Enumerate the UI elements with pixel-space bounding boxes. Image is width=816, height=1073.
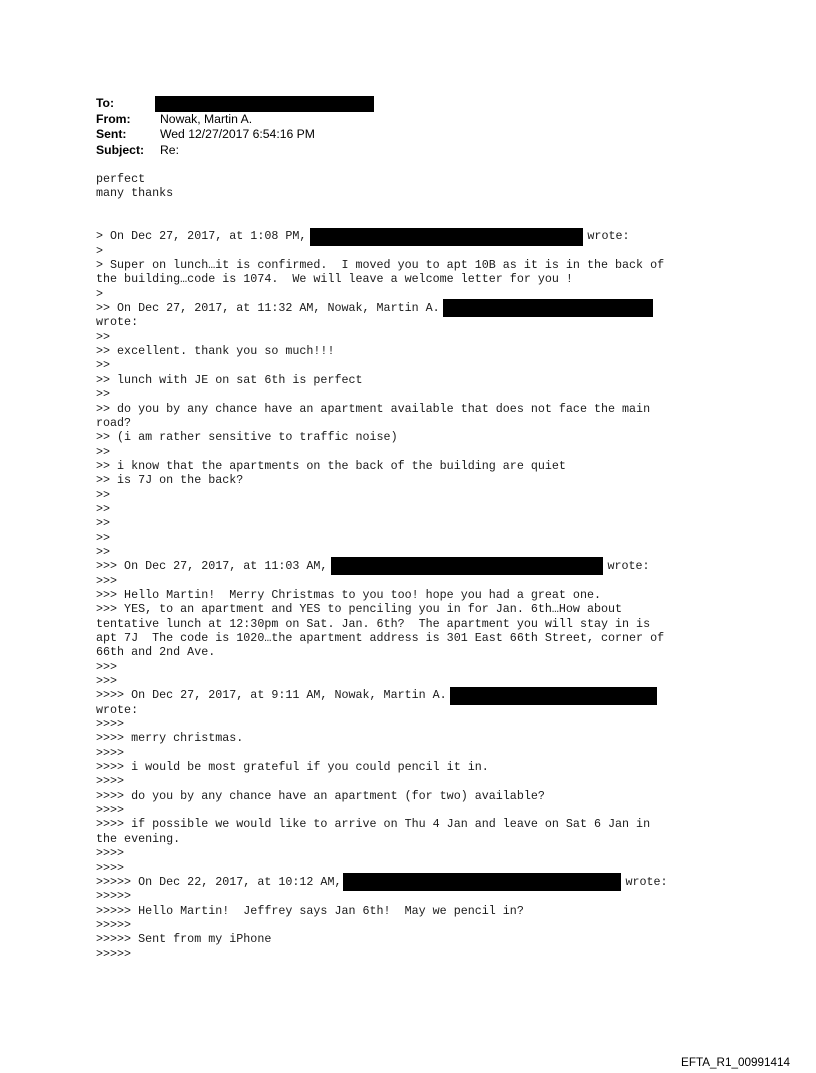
- body-line-text: >> is 7J on the back?: [96, 473, 244, 488]
- redaction-bar: [343, 873, 621, 891]
- body-line-text: >>: [96, 530, 111, 545]
- body-line: [96, 717, 668, 731]
- body-line: [96, 201, 668, 215]
- body-line-text: >>>: [96, 573, 118, 588]
- body-line: [96, 315, 668, 329]
- body-line: [96, 774, 668, 788]
- body-line-text: >>>>: [96, 717, 125, 732]
- from-value: Nowak, Martin A.: [160, 111, 253, 126]
- body-line: [96, 789, 668, 803]
- body-line: [96, 244, 668, 258]
- body-line-text: the evening.: [96, 831, 181, 846]
- body-line: [96, 272, 668, 286]
- body-line-text: tentative lunch at 12:30pm on Sat. Jan. 6th? The apartment you will stay in is: [96, 616, 651, 631]
- body-line-text: >>>> i would be most grateful if you could pencil it in.: [96, 760, 489, 775]
- body-line: [96, 932, 668, 946]
- body-line-trailing-text: wrote:: [625, 874, 668, 889]
- body-line-text: >>: [96, 516, 111, 531]
- body-line: [96, 416, 668, 430]
- body-line: [96, 402, 668, 416]
- body-line: [96, 817, 668, 831]
- body-line-text: >>>: [96, 674, 118, 689]
- body-line: [96, 516, 668, 530]
- body-line: [96, 531, 668, 545]
- body-line: [96, 330, 668, 344]
- from-row: [96, 112, 374, 128]
- subject-label: Subject:: [96, 142, 145, 157]
- body-line-text: 66th and 2nd Ave.: [96, 645, 216, 660]
- document-id: EFTA_R1_00991414: [681, 1056, 790, 1069]
- body-line: [96, 574, 668, 588]
- body-line-text: many thanks: [96, 186, 174, 201]
- body-line-text: wrote:: [96, 315, 139, 330]
- email-body: [96, 172, 668, 961]
- redaction-bar: [331, 557, 603, 575]
- body-line-text: >>>>: [96, 860, 125, 875]
- body-line-text: >>> YES, to an apartment and YES to penciling you in for Jan. 6th…How about: [96, 602, 623, 617]
- body-line: [96, 617, 668, 631]
- body-line-text: >>>>: [96, 846, 125, 861]
- body-line-text: > On Dec 27, 2017, at 1:08 PM,: [96, 229, 307, 244]
- body-line-text: >>: [96, 487, 111, 502]
- body-line-text: perfect: [96, 172, 146, 186]
- body-line-text: >> excellent. thank you so much!!!: [96, 344, 335, 359]
- redaction-bar: [443, 299, 653, 317]
- body-line-text: >>>>: [96, 774, 125, 789]
- body-line-text: >>>>: [96, 803, 125, 818]
- body-line: [96, 846, 668, 860]
- body-line-text: >>>> merry christmas.: [96, 731, 244, 746]
- body-line-text: >: [96, 243, 104, 258]
- body-line-text: >>>> On Dec 27, 2017, at 9:11 AM, Nowak, Martin A.: [96, 688, 447, 703]
- body-line: [96, 832, 668, 846]
- body-line-text: >: [96, 286, 104, 301]
- to-redaction: [155, 96, 374, 112]
- body-line: [96, 875, 668, 889]
- subject-row: [96, 143, 374, 159]
- body-line: [96, 387, 668, 401]
- body-line-text: >> On Dec 27, 2017, at 11:32 AM, Nowak, Martin A.: [96, 301, 440, 316]
- body-line-text: > Super on lunch…it is confirmed. I moved you to apt 10B as it is in the back of: [96, 258, 665, 273]
- body-line-text: >>>>>: [96, 917, 132, 932]
- body-line: [96, 344, 668, 358]
- body-line: [96, 746, 668, 760]
- body-line-text: >>> On Dec 27, 2017, at 11:03 AM,: [96, 559, 328, 574]
- body-line-text: wrote:: [96, 702, 139, 717]
- body-line-text: >> lunch with JE on sat 6th is perfect: [96, 372, 363, 387]
- redaction-bar: [310, 228, 583, 246]
- to-row: [96, 96, 374, 112]
- body-line: [96, 947, 668, 961]
- body-line-text: >> i know that the apartments on the back of the building are quiet: [96, 458, 566, 473]
- body-line-text: >>: [96, 387, 111, 402]
- sent-row: [96, 127, 374, 143]
- body-line: [96, 731, 668, 745]
- sent-label: Sent:: [96, 127, 127, 141]
- body-line: [96, 358, 668, 372]
- body-line: [96, 459, 668, 473]
- body-line-text: >>>: [96, 659, 118, 674]
- body-line: [96, 918, 668, 932]
- body-line-text: apt 7J The code is 1020…the apartment address is 301 East 66th Street, corner of: [96, 631, 665, 645]
- body-line: [96, 186, 668, 200]
- body-line-trailing-text: wrote:: [587, 229, 630, 244]
- body-line-text: >>: [96, 501, 111, 516]
- body-line: [96, 588, 668, 602]
- body-line: [96, 301, 668, 315]
- email-header: [96, 96, 374, 158]
- body-line: [96, 602, 668, 616]
- body-line-text: >>>>>: [96, 889, 132, 904]
- body-line-text: >>: [96, 544, 111, 559]
- to-label: To:: [96, 96, 115, 110]
- body-line-text: >>: [96, 329, 111, 344]
- body-line-text: >>>> do you by any chance have an apartment (for two) available?: [96, 788, 545, 803]
- body-line: [96, 904, 668, 918]
- body-line: [96, 473, 668, 487]
- body-line-text: >>>>> On Dec 22, 2017, at 10:12 AM,: [96, 874, 342, 889]
- from-label: From:: [96, 111, 131, 126]
- body-line-text: >>>>>: [96, 946, 132, 961]
- body-line: [96, 559, 668, 573]
- body-line: [96, 502, 668, 516]
- body-line-text: >>>>> Hello Martin! Jeffrey says Jan 6th! May we pencil in?: [96, 903, 524, 918]
- body-line: [96, 803, 668, 817]
- body-line-text: >> do you by any chance have an apartment available that does not face the main: [96, 401, 651, 416]
- body-line-text: >>>>: [96, 745, 125, 760]
- body-line: [96, 488, 668, 502]
- body-line: [96, 172, 668, 186]
- body-line: [96, 760, 668, 774]
- body-line: [96, 660, 668, 674]
- body-line-text: >>>>> Sent from my iPhone: [96, 932, 272, 947]
- body-line-text: >>: [96, 444, 111, 459]
- body-line-text: >>: [96, 358, 111, 373]
- body-line: [96, 688, 668, 702]
- body-line: [96, 445, 668, 459]
- body-line-text: >> (i am rather sensitive to traffic noise): [96, 430, 398, 445]
- body-line: [96, 645, 668, 659]
- sent-value: Wed 12/27/2017 6:54:16 PM: [160, 127, 315, 141]
- body-line: [96, 229, 668, 243]
- body-line-trailing-text: wrote:: [607, 559, 650, 574]
- body-line: [96, 703, 668, 717]
- body-line-text: >>>> if possible we would like to arrive on Thu 4 Jan and leave on Sat 6 Jan in: [96, 817, 651, 832]
- body-line-text: the building…code is 1074. We will leave a welcome letter for you !: [96, 272, 573, 287]
- body-line: [96, 258, 668, 272]
- subject-value: Re:: [160, 142, 179, 157]
- body-line: [96, 430, 668, 444]
- body-line-text: >>> Hello Martin! Merry Christmas to you too! hope you had a great one.: [96, 587, 601, 602]
- body-line: [96, 373, 668, 387]
- body-line: [96, 631, 668, 645]
- body-line: [96, 889, 668, 903]
- body-line-text: road?: [96, 415, 132, 430]
- redaction-bar: [450, 687, 657, 705]
